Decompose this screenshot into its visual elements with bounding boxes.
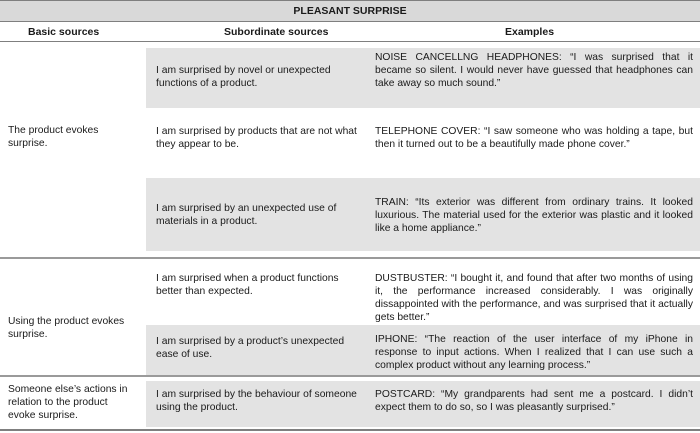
group-using-product-evokes-surprise — [0, 259, 700, 375]
example-text: NOISE CANCELLNG HEADPHONES: “I was surprised that it became so silent. I would never have guessed that headphones can take away so much sound.” — [375, 52, 693, 89]
header-basic-sources: Basic sources — [28, 26, 100, 38]
subordinate-source: I am surprised by novel or unexpected functions of a product. — [156, 65, 331, 89]
table-row — [146, 178, 700, 251]
example-text: TRAIN: “Its exterior was different from ordinary trains. It looked luxurious. The material used for the exterior was plastic and it looked like a home appliance.” — [375, 197, 693, 234]
table-title-text: PLEASANT SURPRISE — [293, 5, 407, 17]
header-examples: Examples — [505, 26, 555, 38]
example-text: DUSTBUSTER: “I bought it, and found that after two months of using it, the performance increased considerably. I was originally dissappointed with the performance, and was surprised that it actually gets better.” — [375, 273, 693, 323]
table-title — [0, 0, 700, 22]
subordinate-source: I am surprised by products that are not what they appear to be. — [156, 126, 357, 150]
example-text: TELEPHONE COVER: “I saw someone who was holding a tape, but then it turned out to be a beautifully made phone cover.” — [375, 126, 693, 150]
subordinate-source: I am surprised by the behaviour of someone using the product. — [156, 389, 357, 413]
header-subordinate-sources: Subordinate sources — [224, 26, 329, 38]
group-someone-else-actions — [0, 377, 700, 429]
subordinate-source: I am surprised when a product functions better than expected. — [156, 273, 339, 297]
table-header-row — [0, 22, 700, 42]
subordinate-source: I am surprised by an unexpected use of materials in a product. — [156, 203, 337, 227]
table-row — [146, 48, 700, 108]
basic-source: The product evokes surprise. — [8, 125, 99, 149]
group-product-evokes-surprise — [0, 42, 700, 257]
example-text: POSTCARD: “My grandparents had sent me a postcard. I didn’t expect them to do so, so I was pleasantly surprised.” — [375, 389, 693, 413]
example-text: IPHONE: “The reaction of the user interface of my iPhone in response to input actions. When I realized that I can use such a complex product without any learning process.” — [375, 334, 693, 371]
table-bottom-border — [0, 429, 700, 431]
table-row — [146, 263, 700, 321]
table-row — [146, 381, 700, 427]
subordinate-source: I am surprised by a product’s unexpected ease of use. — [156, 336, 345, 360]
table-row — [146, 112, 700, 172]
table-row — [146, 325, 700, 375]
basic-source: Using the product evokes surprise. — [8, 316, 125, 340]
basic-source: Someone else’s actions in relation to the product evoke surprise. — [8, 384, 128, 421]
